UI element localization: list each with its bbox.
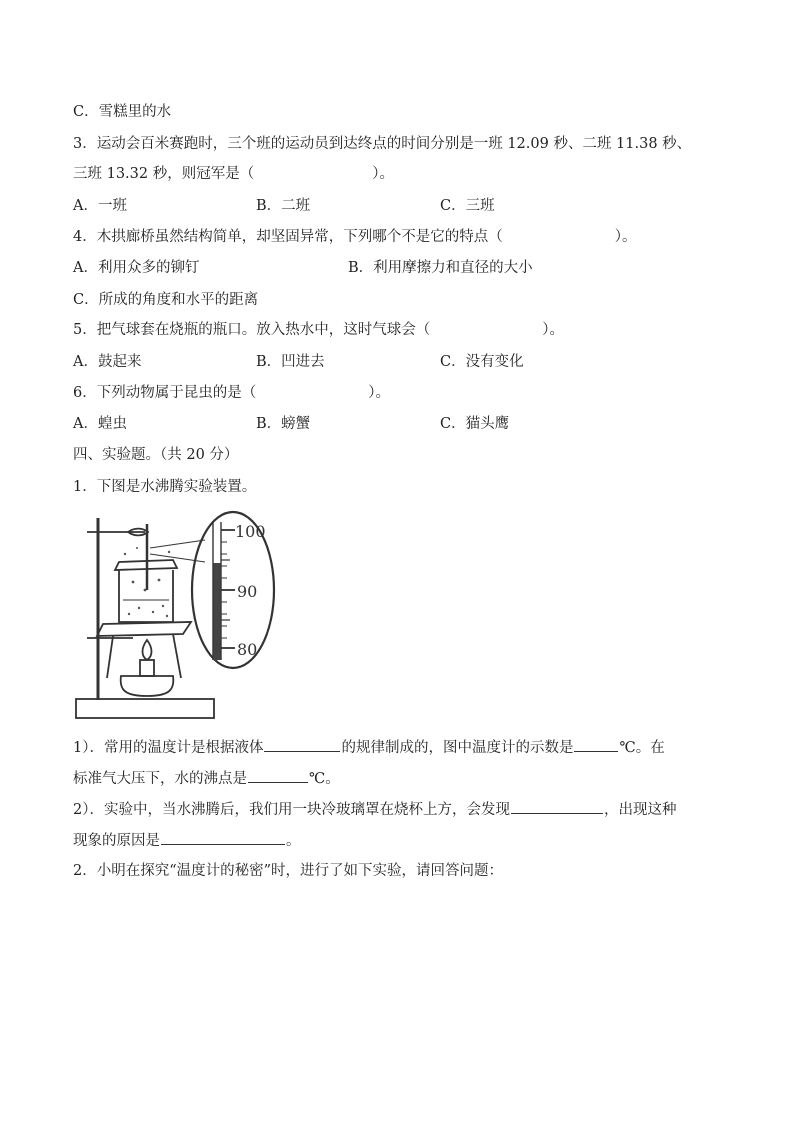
q3-stem-line1: 3．运动会百米赛跑时，三个班的运动员到达终点的时间分别是一班 12.09 秒、二班 11.38 秒、 <box>73 136 692 152</box>
exp1-p2-text-d: 。 <box>286 833 301 849</box>
q6-option-b: B．螃蟹 <box>256 416 311 432</box>
wire-gauze <box>97 622 191 636</box>
q3-stem-line2 <box>73 164 394 184</box>
exp1-p1-text-d: 标准气大压下，水的沸点是 <box>73 771 247 787</box>
exp1-p1-text-a: 1）．常用的温度计是根据液体 <box>73 740 264 756</box>
tick-label-90: 90 <box>237 582 258 601</box>
q4-option-a: A．利用众多的铆钉 <box>73 260 200 276</box>
stand-base <box>76 699 214 718</box>
exp2-stem: 2．小明在探究“温度计的秘密”时，进行了如下实验，请回答问题： <box>73 863 504 879</box>
exp1-p2-line1 <box>73 798 676 820</box>
q6-stem <box>73 383 390 403</box>
exp1-p2-text-b: ，出现这种 <box>603 802 677 818</box>
exp1-p2-text-c: 现象的原因是 <box>73 833 160 849</box>
q5-option-b: B．凹进去 <box>256 354 325 370</box>
q6-option-c: C．猫头鹰 <box>440 416 510 432</box>
q3-option-a: A．一班 <box>73 198 127 214</box>
exp1-p1-text-b: 的规律制成的，图中温度计的示数是 <box>341 740 574 756</box>
q6-stem-post: ）。 <box>368 385 390 401</box>
apparatus-illustration <box>73 510 278 726</box>
exp1-blank-reason[interactable] <box>161 829 285 845</box>
alcohol-lamp <box>121 676 174 696</box>
tick-label-80: 80 <box>237 640 258 659</box>
q4-stem <box>73 227 636 247</box>
q4-option-c: C．所成的角度和水平的距离 <box>73 292 259 308</box>
q5-stem-pre: 5．把气球套在烧瓶的瓶口。放入热水中，这时气球会（ <box>73 322 431 338</box>
boiling-apparatus-figure <box>73 510 278 726</box>
q4-stem-pre: 4．木拱廊桥虽然结构简单，却坚固异常，下列哪个不是它的特点（ <box>73 229 503 245</box>
exp1-p1-text-e: ℃。 <box>309 771 340 787</box>
q3-stem-post: ）。 <box>372 166 394 182</box>
q3-option-c: C．三班 <box>440 198 495 214</box>
q5-option-c: C．没有变化 <box>440 354 524 370</box>
exp1-p1-line2 <box>73 767 340 789</box>
exp1-p1-text-c: ℃。在 <box>619 740 665 756</box>
exp1-blank-boiling-point[interactable] <box>248 767 308 783</box>
q4-option-b: B．利用摩擦力和直径的大小 <box>348 260 533 276</box>
exp1-blank-reading[interactable] <box>574 736 618 752</box>
q5-option-a: A．鼓起来 <box>73 354 142 370</box>
exp1-p1-line1 <box>73 736 665 758</box>
lamp-flame <box>143 640 152 660</box>
q3-option-b: B．二班 <box>256 198 311 214</box>
exp1-blank-observation[interactable] <box>511 798 603 814</box>
q5-stem-post: ）。 <box>542 322 564 338</box>
q5-stem <box>73 320 564 340</box>
q2-option-c: C．雪糕里的水 <box>73 104 172 120</box>
q6-option-a: A．蝗虫 <box>73 416 127 432</box>
q4-stem-post: ）。 <box>614 229 637 245</box>
exp1-p2-line2 <box>73 829 301 851</box>
exp1-p2-text-a: 2）．实验中，当水沸腾后，我们用一块冷玻璃罩在烧杯上方，会发现 <box>73 802 510 818</box>
tick-label-100: 100 <box>235 522 266 541</box>
mercury-column <box>214 563 221 660</box>
q6-stem-pre: 6．下列动物属于昆虫的是（ <box>73 385 257 401</box>
section-4-title: 四、实验题。（共 20 分） <box>73 447 239 463</box>
exp1-stem: 1．下图是水沸腾实验装置。 <box>73 479 257 495</box>
q3-stem-pre: 三班 13.32 秒，则冠军是（ <box>73 166 255 182</box>
exp1-blank-liquid-property[interactable] <box>264 736 340 752</box>
